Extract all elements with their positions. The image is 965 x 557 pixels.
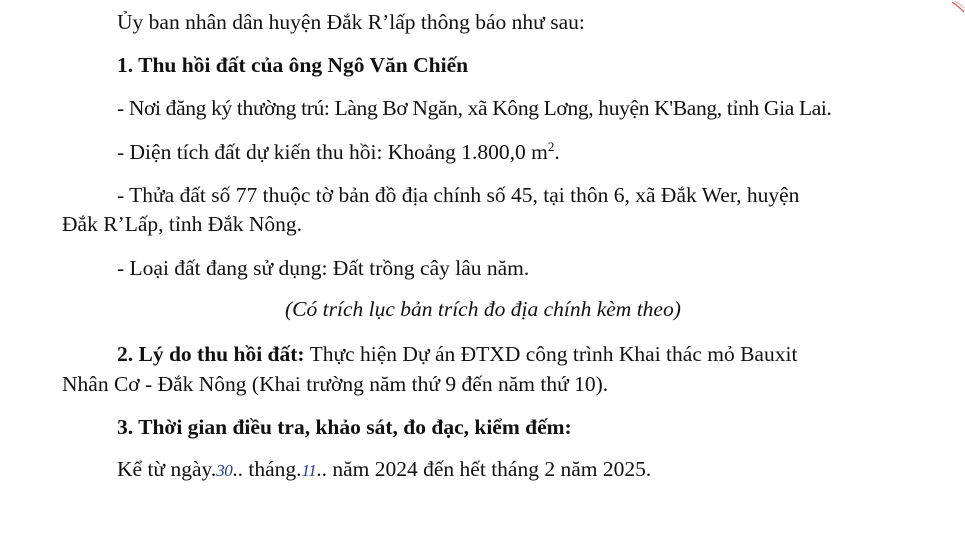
period-text xyxy=(117,456,651,484)
land-type-text: - Loại đất đang sử dụng: Đất trồng cây lâu năm. xyxy=(117,256,530,280)
from-label: Kể từ ngày. xyxy=(117,457,217,481)
parcel-text-line2: Đắk R’Lấp, tỉnh Đắk Nông. xyxy=(62,212,303,236)
section3-title: 3. Thời gian điều tra, khảo sát, đo đạc, kiểm đếm: xyxy=(117,415,572,439)
section2-line1 xyxy=(117,341,797,367)
section2-text: Thực hiện Dự án ĐTXD công trình Khai thác mỏ Bauxit xyxy=(304,342,798,366)
handwritten-day: 30 xyxy=(216,461,233,480)
area-superscript: 2 xyxy=(547,138,555,154)
area-prefix: - Diện tích đất dự kiến thu hồi: Khoảng 1.800,0 m xyxy=(117,140,548,164)
handwritten-month: 11 xyxy=(301,461,317,480)
corner-stamp-mark-icon xyxy=(951,0,965,16)
parcel-text-line1: - Thửa đất số 77 thuộc tờ bản đồ địa chính số 45, tại thôn 6, xã Đắk Wer, huyện xyxy=(117,183,800,207)
section2-line2: Nhân Cơ - Đắk Nông (Khai trường năm thứ 9 đến năm thứ 10). xyxy=(62,372,609,396)
residence-text: - Nơi đăng ký thường trú: Làng Bơ Ngăn, xã Kông Lơng, huyện K'Bang, tỉnh Gia Lai. xyxy=(117,96,832,120)
section2-title: 2. Lý do thu hồi đất: xyxy=(117,342,305,366)
section1-title: 1. Thu hồi đất của ông Ngô Văn Chiến xyxy=(117,53,469,77)
attachment-note: (Có trích lục bản trích đo địa chính kèm theo) xyxy=(285,297,681,321)
intro-text: Ủy ban nhân dân huyện Đắk R’lấp thông báo như sau: xyxy=(117,10,585,34)
period-rest: .. năm 2024 đến hết tháng 2 năm 2025. xyxy=(316,457,652,481)
area-text xyxy=(117,139,560,165)
month-label: .. tháng. xyxy=(232,457,302,481)
area-suffix: . xyxy=(554,140,560,164)
